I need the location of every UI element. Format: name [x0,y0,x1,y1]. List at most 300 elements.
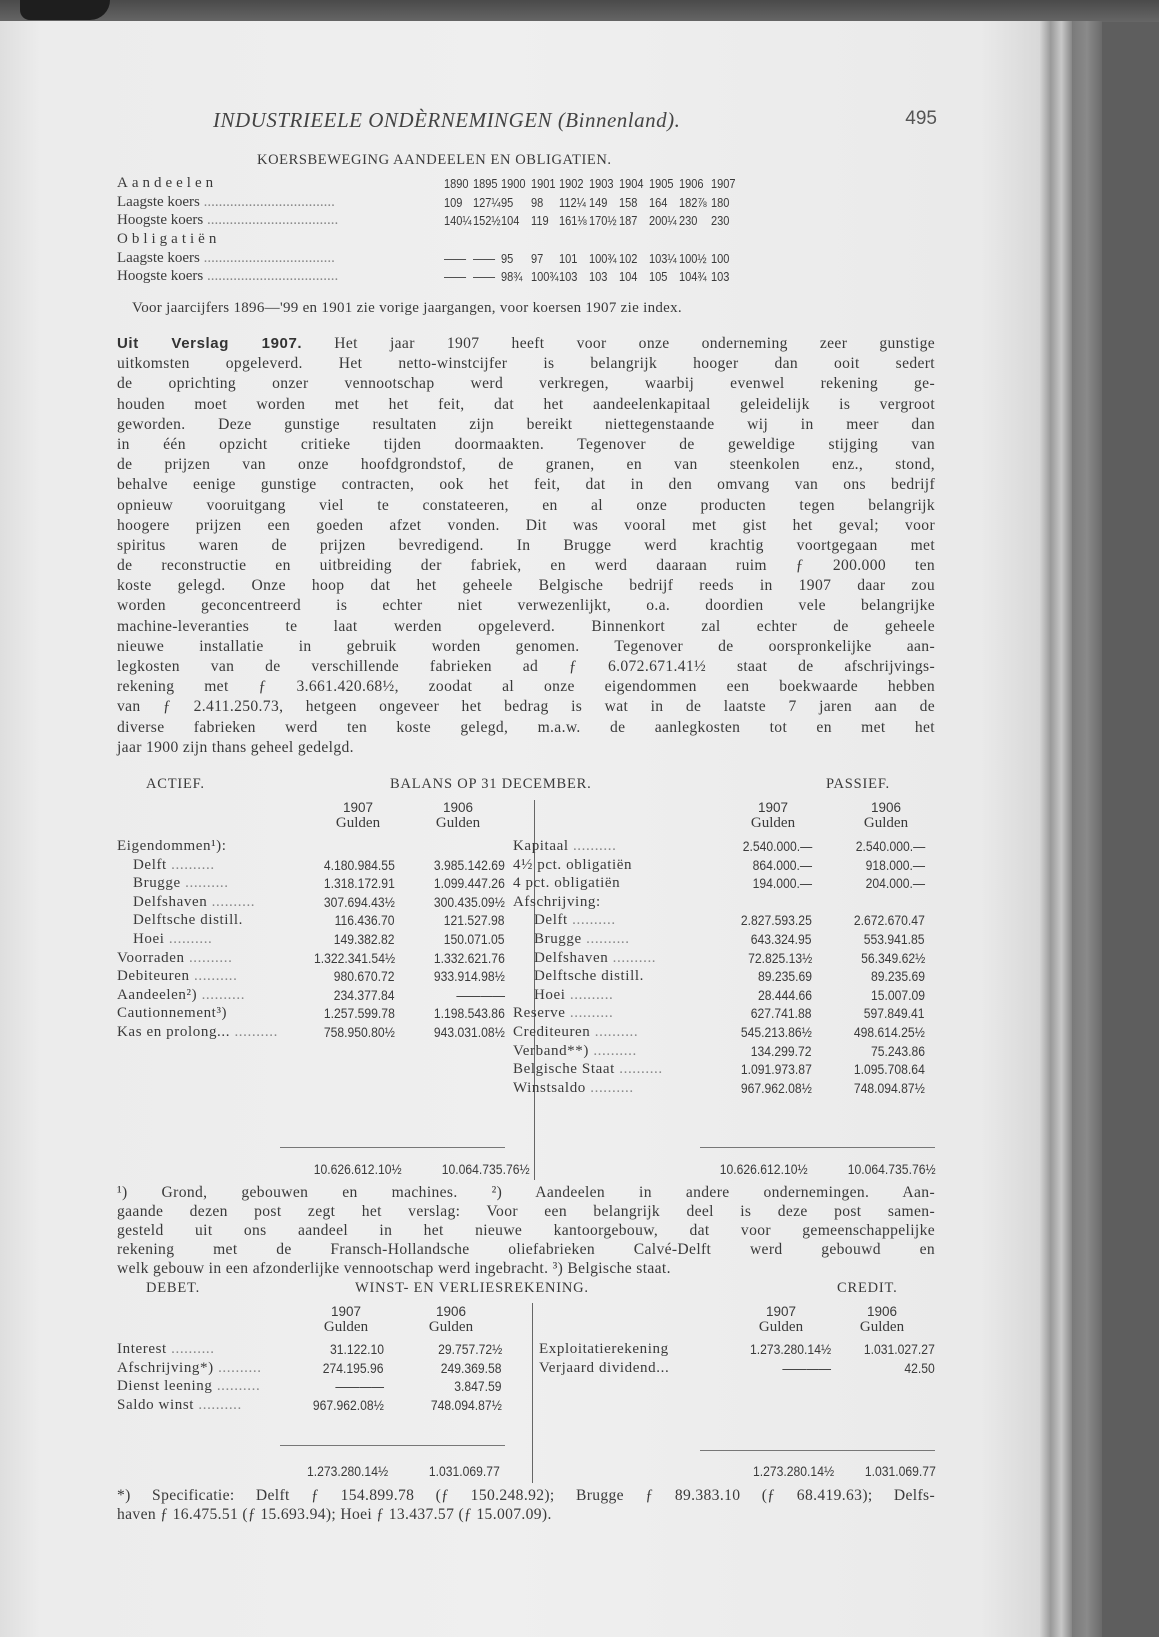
koers-value: 230 [679,213,698,228]
passief-row-label [513,894,601,911]
total-rule [700,1147,935,1148]
footnote-line: rekening met de Fransch-Hollandsche oliefabrieken Calvé-Delft werd gebouwd en [117,1241,935,1258]
paragraph-line [117,556,935,576]
leader-dots: .......... [166,1341,215,1357]
label-text: Hoei [133,931,165,947]
koers-value: 102 [619,251,638,266]
paragraph-text: machine-leveranties te laat werden opgeleverd. Binnenkort zal echter de geheele [117,617,935,635]
koers-value: 182⅞ [679,195,707,210]
passief-row-label [513,1061,663,1078]
leader-dots: .......... [189,968,238,985]
label-text: Verjaard dividend... [539,1359,670,1376]
actief-1907: 1.322.341.54½ [313,950,395,966]
credit-1906: 1.031.027.27 [864,1342,935,1357]
passief-1907: 643.324.95 [751,932,812,947]
actief-total-1907: 10.626.612.10½ [314,1162,402,1177]
debet-total-1907: 1.273.280.14½ [306,1464,388,1479]
koers-value: 161⅛ [559,213,587,228]
leader-dots: .......... [184,949,233,966]
leader-dots: ................................... [203,268,339,284]
koers-value: 103 [711,269,730,284]
actief-row-label [117,838,227,855]
koers-value: 112¼ [559,195,586,210]
col-head-1906 [411,1304,491,1336]
label-text: Afschrijving: [513,893,601,910]
passief-row-label [513,838,616,855]
debet-heading: DEBET. [146,1280,201,1296]
actief-1907: 149.382.82 [334,932,395,947]
paragraph-text: in één opzicht critieke tijden doormaakten. Tegenover de geweldige stijging van [117,435,935,453]
koers-value: 149 [589,195,608,210]
actief-1907: 1.318.172.91 [324,876,395,892]
label-text: Delft [534,912,568,929]
passief-1907: 545.213.86½ [741,1025,812,1040]
col-head-1907 [306,1304,386,1336]
paragraph-text: Het jaar 1907 heeft voor onze onderneming zeer gunstige [334,335,935,352]
paragraph-text: behalve eenige gunstige contracten, ook het feit, dat in den omvang van ons bedrijf [117,476,935,494]
koers-value: 100 [711,251,730,266]
col-unit: Gulden [335,815,381,831]
running-head [117,108,937,134]
footnote-line: gesteld uit ons aandeel in het nieuwe kantoorgebouw, dat voor gemeenschappelijke [117,1222,935,1239]
actief-1907: 1.257.599.78 [324,1006,395,1022]
koers-note: Voor jaarcijfers 1896—'99 en 1901 zie vorige jaargangen, voor koersen 1907 zie index. [132,300,682,316]
col-head-1907 [318,800,398,832]
label-text: Interest [117,1341,167,1357]
year-header: 1903 [589,176,614,191]
label-text: 4 pct. obligatiën [513,875,621,892]
credit-total-1907: 1.273.280.14½ [752,1464,834,1479]
col-unit: Gulden [750,815,796,831]
koers-value: —— [473,251,496,266]
actief-row-label [117,968,238,985]
label-text: Delfshaven [534,949,609,966]
leader-dots: .......... [180,875,229,892]
actief-1906: 1.099.447.26 [434,876,505,892]
label-text: Crediteuren [513,1024,591,1040]
actief-row-label [117,1005,227,1022]
passief-heading: PASSIEF. [826,776,890,792]
passief-1907: 194.000.— [752,876,812,892]
winst-heading: WINST- EN VERLIESREKENING. [355,1280,589,1296]
debet-row-label [117,1341,215,1358]
leader-dots: .......... [213,1359,262,1376]
paragraph-text: koste gelegd. Onze hoop dat het geheele Belgische bedrijf reeds in 1907 daar zou [117,577,935,595]
paragraph-text: spiritus waren de prijzen bevredigend. In Brugge werd krachtig voortgegaan met [117,536,935,554]
label-text: Eigendommen¹): [117,838,227,854]
leader-dots: .......... [194,1396,242,1413]
passief-1906: 1.095.708.64 [854,1062,925,1078]
col-unit: Gulden [758,1319,804,1335]
paragraph-line [117,435,935,455]
koers-value: 101 [559,251,578,266]
koers-value: 100¾ [531,269,559,284]
label-text: Kapitaal [513,838,569,854]
paragraph-line [117,354,935,374]
credit-row-label [539,1360,669,1377]
koers-row [117,250,937,268]
passief-1907: 89.235.69 [757,969,812,985]
paragraph-line [117,475,935,495]
leader-dots: .......... [565,1005,614,1022]
passief-row-label [513,1024,638,1041]
debet-row-label [117,1378,260,1395]
koers-section-aandeelen [117,175,937,193]
koers-row [117,268,937,286]
leader-dots: .......... [207,893,256,910]
debet-1906: 748.094.87½ [431,1397,502,1413]
row-label [117,250,335,267]
passief-1906: 75.243.86 [870,1043,925,1059]
leader-dots: .......... [565,986,614,1003]
paragraph-text: diverse fabrieken werd ten koste gelegd, m.a.w. de aanlegkosten tot en met het [117,718,935,736]
paragraph-line [117,455,935,475]
paragraph-line [117,395,935,415]
passief-row-label [513,1080,634,1097]
label-text: Voorraden [117,949,185,966]
row-label-text: Hoogste koers [117,268,204,284]
koers-row [117,194,937,212]
col-year: 1907 [765,1304,797,1319]
label-text: Delftsche distill. [534,968,644,985]
koers-value: 164 [649,195,668,210]
paragraph-text: opnieuw vooruitgang viel te constateeren, en al onze producten tegen belangrijk [117,496,935,514]
paragraph-line [117,334,935,354]
actief-heading: ACTIEF. [146,776,205,792]
paragraph-text: worden geconcentreerd is echter niet verwezenlijkt, o.a. doordien vele belangrijke [117,597,935,615]
actief-row-label [117,987,245,1004]
koers-value: 104 [619,269,638,284]
leader-dots: .......... [585,1079,634,1096]
paragraph-line [117,637,935,657]
leader-dots: .......... [212,1378,261,1395]
leader-dots: ................................... [199,250,335,266]
book-spine-edge [1072,21,1102,1637]
passief-1906: 553.941.85 [864,932,925,947]
col-head-1906 [846,800,926,832]
footnote-line: ¹) Grond, gebouwen en machines. ²) Aandeelen in andere ondernemingen. Aan- [117,1184,935,1201]
koers-value: 180 [711,195,730,210]
paragraph-line [117,697,935,717]
year-header: 1900 [501,176,526,191]
col-year: 1906 [435,1304,467,1319]
balans-footnote [117,1183,935,1278]
passief-1907: 864.000.— [752,857,812,873]
row-label-text: Laagste koers [117,250,200,266]
koers-value: 187 [619,213,638,228]
actief-total-1906: 10.064.735.76½ [442,1162,530,1177]
actief-row-label [133,931,212,948]
koers-value: 230 [711,213,730,228]
paragraph-line [117,657,935,677]
paragraph-text: houden moet worden met het feit, dat het aandeelenkapitaal geleidelijk is vergroot [117,395,935,413]
section-label: Obligatiën [117,231,221,247]
actief-1907: 307.694.43½ [324,894,395,910]
koers-value: 98 [531,195,544,210]
koers-value: 97 [531,251,544,266]
paragraph-line [117,415,935,435]
koers-value: 119 [531,213,549,228]
paragraph-text: jaar 1900 zijn thans geheel gedelgd. [117,738,354,756]
footnote-line: welk gebouw in een afzonderlijke vennootschap werd ingebracht. ³) Belgische staat. [117,1260,671,1277]
col-head-1907 [741,1304,821,1336]
koers-value: 140¼ [444,213,472,228]
koers-table-title: KOERSBEWEGING AANDEELEN EN OBLIGATIEN. [257,152,612,168]
leader-dots: .......... [614,1061,663,1078]
leader-dots: .......... [197,986,246,1003]
year-header: 1901 [531,176,556,191]
leader-dots: .......... [581,931,630,947]
year-header: 1902 [559,176,584,191]
verslag-paragraph [117,334,935,758]
debet-1907: 31.122.10 [329,1342,384,1357]
leader-dots: .......... [608,949,657,966]
passief-total-1907: 10.626.612.10½ [720,1162,808,1177]
col-head-1906 [842,1304,922,1336]
credit-1907: 1.273.280.14½ [749,1342,831,1357]
koers-value: 127¼ [473,195,501,210]
debet-1907: 274.195.96 [323,1360,384,1376]
actief-1906: 3.985.142.69 [434,857,505,873]
paragraph-text: uitkomsten opgeleverd. Het netto-winstcijfer is belangrijk hooger dan ooit sedert [117,355,935,373]
row-label [117,268,338,285]
passief-1906: 597.849.41 [864,1006,925,1022]
year-header: 1895 [473,176,498,191]
label-text: Kas en prolong... [117,1024,231,1040]
label-text: Delftsche distill. [133,912,243,929]
credit-row-label [539,1341,669,1358]
koers-value: 170½ [589,213,617,228]
paragraph-line [117,516,935,536]
credit-1907: ———— [782,1360,831,1376]
leader-dots: .......... [230,1024,278,1040]
leader-dots: .......... [166,856,215,873]
passief-1907: 627.741.88 [751,1006,812,1022]
label-text: Debiteuren [117,968,190,985]
balans-heading: BALANS OP 31 DECEMBER. [390,776,592,792]
koers-value: 109 [444,195,463,210]
scan-top-border [0,0,1159,22]
passief-row-label [534,950,656,967]
debet-row-label [117,1397,242,1414]
year-header: 1906 [679,176,704,191]
paragraph-line [117,496,935,516]
koers-value: 103¼ [649,251,677,266]
label-text: Saldo winst [117,1396,195,1413]
koers-value: 100¾ [589,251,617,266]
koers-value: 158 [619,195,638,210]
total-rule [280,1445,505,1446]
koers-value: 95 [501,251,514,266]
passief-row-label [534,912,616,929]
paragraph-line [117,738,935,758]
row-label-text: Laagste koers [117,194,200,210]
footnote-line: *) Specificatie: Delft ƒ 154.899.78 (ƒ 150.248.92); Brugge ƒ 89.383.10 (ƒ 68.419.63); Delfs- [117,1487,935,1504]
passief-1907: 72.825.13½ [747,950,812,966]
actief-1907: 758.950.80½ [324,1025,395,1040]
paragraph-text: de reconstructie en uitbreiding der fabriek, en werd daaraan ruim ƒ 200.000 ten [117,557,935,575]
paragraph-line [117,718,935,738]
koers-value: —— [444,269,467,284]
label-text: Belgische Staat [513,1061,615,1078]
label-text: Delft [133,856,167,873]
passief-row-label [534,987,613,1004]
col-year: 1907 [757,800,789,815]
col-year: 1907 [330,1304,362,1319]
actief-row-label [133,912,243,929]
row-label [117,212,338,229]
paragraph-text: legkosten van de verschillende fabrieken ad ƒ 6.072.671.41½ staat de afschrijvings- [117,658,935,675]
row-label [117,194,335,211]
paragraph-text: de oprichting onzer vennootschap werd verkregen, waarbij evenwel rekening ge- [117,375,935,393]
debet-1906: 3.847.59 [454,1379,502,1395]
winst-footnote [117,1486,935,1524]
col-year: 1907 [342,800,374,815]
passief-row-label [534,968,644,985]
year-header: 1904 [619,176,644,191]
passief-1907: 134.299.72 [751,1043,812,1059]
passief-total-1906: 10.064.735.76½ [848,1162,936,1177]
col-year: 1906 [442,800,474,815]
actief-row-label [117,950,232,967]
col-unit: Gulden [435,815,481,831]
col-year: 1906 [866,1304,898,1319]
actief-1906: ———— [456,987,505,1003]
total-rule [700,1450,935,1451]
actief-1906: 943.031.08½ [434,1025,505,1040]
passief-1906: 89.235.69 [870,969,925,985]
label-text: Verband**) [513,1042,589,1059]
actief-1907: 116.436.70 [335,913,395,929]
year-header: 1905 [649,176,674,191]
actief-row-label [133,875,229,892]
year-header: 1907 [711,176,736,191]
scan-shadow [20,0,110,20]
paragraph-text: hoogere prijzen een goeden afzet vonden. Dit was vooral met gist het geval; voor [117,516,935,534]
debet-1906: 29.757.72½ [437,1342,502,1357]
paragraph-lead: Uit Verslag 1907. [117,335,303,352]
paragraph-line [117,374,935,394]
winst-divider [532,1303,533,1483]
passief-row-label [513,1005,613,1022]
label-text: 4½ pct. obligatiën [513,856,633,873]
koers-value: 105 [649,269,668,284]
koers-value: 152½ [473,213,501,228]
koers-value: 100½ [679,251,707,266]
actief-1907: 4.180.984.55 [324,857,395,873]
actief-1906: 150.071.05 [444,932,505,947]
label-text: Exploitatierekening [539,1341,669,1357]
debet-1907: 967.962.08½ [313,1397,384,1413]
total-rule [280,1147,505,1148]
actief-1906: 933.914.98½ [434,969,505,985]
debet-total-1906: 1.031.069.77 [429,1464,500,1479]
col-unit: Gulden [323,1319,369,1335]
koers-value: 95 [501,195,514,210]
paragraph-text: de prijzen van onze hoofdgrondstof, de granen, en van steenkolen enz., stond, [117,456,935,474]
passief-row-label [513,875,620,892]
passief-row-label [513,1043,637,1060]
leader-dots: ................................... [203,212,339,228]
koers-value: —— [444,251,467,266]
paragraph-line [117,677,935,697]
koers-value: —— [473,269,496,284]
passief-1906: 748.094.87½ [854,1080,925,1096]
debet-row-label [117,1360,262,1377]
passief-1907: 2.540.000.— [742,839,812,854]
koers-value: 104¾ [679,269,707,284]
actief-1906: 121.527.98 [444,913,505,929]
paragraph-line [117,536,935,556]
running-title: INDUSTRIEELE ONDÈRNEMINGEN (Binnenland). [213,108,681,132]
paragraph-text: rekening met ƒ 3.661.420.68½, zoodat al onze eigendommen een boekwaarde hebben [117,678,935,696]
col-unit: Gulden [428,1319,474,1335]
actief-1907: 234.377.84 [334,987,395,1003]
passief-row-label [513,857,632,874]
leader-dots: ................................... [199,194,335,210]
actief-row-label [117,1024,278,1041]
leader-dots: .......... [588,1042,637,1059]
passief-1906: 2.540.000.— [855,839,925,854]
section-label: Aandeelen [117,175,218,191]
label-text: Hoei [534,986,566,1003]
passief-1906: 204.000.— [865,876,925,892]
leader-dots: .......... [567,912,616,929]
passief-1906: 918.000.— [865,857,925,873]
koers-value: 104 [501,213,520,228]
paragraph-line [117,617,935,637]
paragraph-line [117,576,935,596]
koers-value: 103 [559,269,578,284]
koers-value: 200¼ [649,213,677,228]
page-edge [1040,21,1072,1637]
koers-row [117,212,937,230]
row-label-text: Hoogste koers [117,212,204,228]
actief-1906: 300.435.09½ [434,894,505,910]
credit-heading: CREDIT. [837,1280,898,1296]
col-head-1907 [733,800,813,832]
actief-row-label [133,894,255,911]
paragraph-text: nieuwe installatie in gebruik worden genomen. Tegenover de oorspronkelijke aan- [117,637,935,655]
actief-1906: 1.198.543.86 [434,1006,505,1022]
label-text: Afschrijving*) [117,1359,214,1376]
credit-total-1906: 1.031.069.77 [865,1464,936,1479]
passief-row-label [534,931,630,948]
passief-1907: 28.444.66 [757,987,812,1003]
leader-dots: .......... [568,838,617,854]
leader-dots: .......... [164,931,213,947]
col-unit: Gulden [863,815,909,831]
passief-1907: 2.827.593.25 [741,913,812,929]
passief-1906: 2.672.670.47 [854,913,925,929]
passief-1907: 967.962.08½ [741,1080,812,1096]
koers-value: 103 [589,269,608,284]
label-text: Reserve [513,1005,566,1022]
leader-dots: .......... [590,1024,639,1040]
koers-value: 98¾ [501,269,523,284]
debet-1907: ———— [335,1379,384,1395]
label-text: Dienst leening [117,1378,213,1395]
credit-1906: 42.50 [904,1360,935,1376]
col-head-1906 [418,800,498,832]
label-text: Delfshaven [133,893,208,910]
col-unit: Gulden [859,1319,905,1335]
actief-1906: 1.332.621.76 [434,950,505,966]
label-text: Winstsaldo [513,1079,586,1096]
passief-1907: 1.091.973.87 [741,1062,812,1078]
paragraph-text: geworden. Deze gunstige resultaten zijn bereikt niettegenstaande wij in meer dan [117,415,935,433]
label-text: Cautionnement³) [117,1005,228,1022]
